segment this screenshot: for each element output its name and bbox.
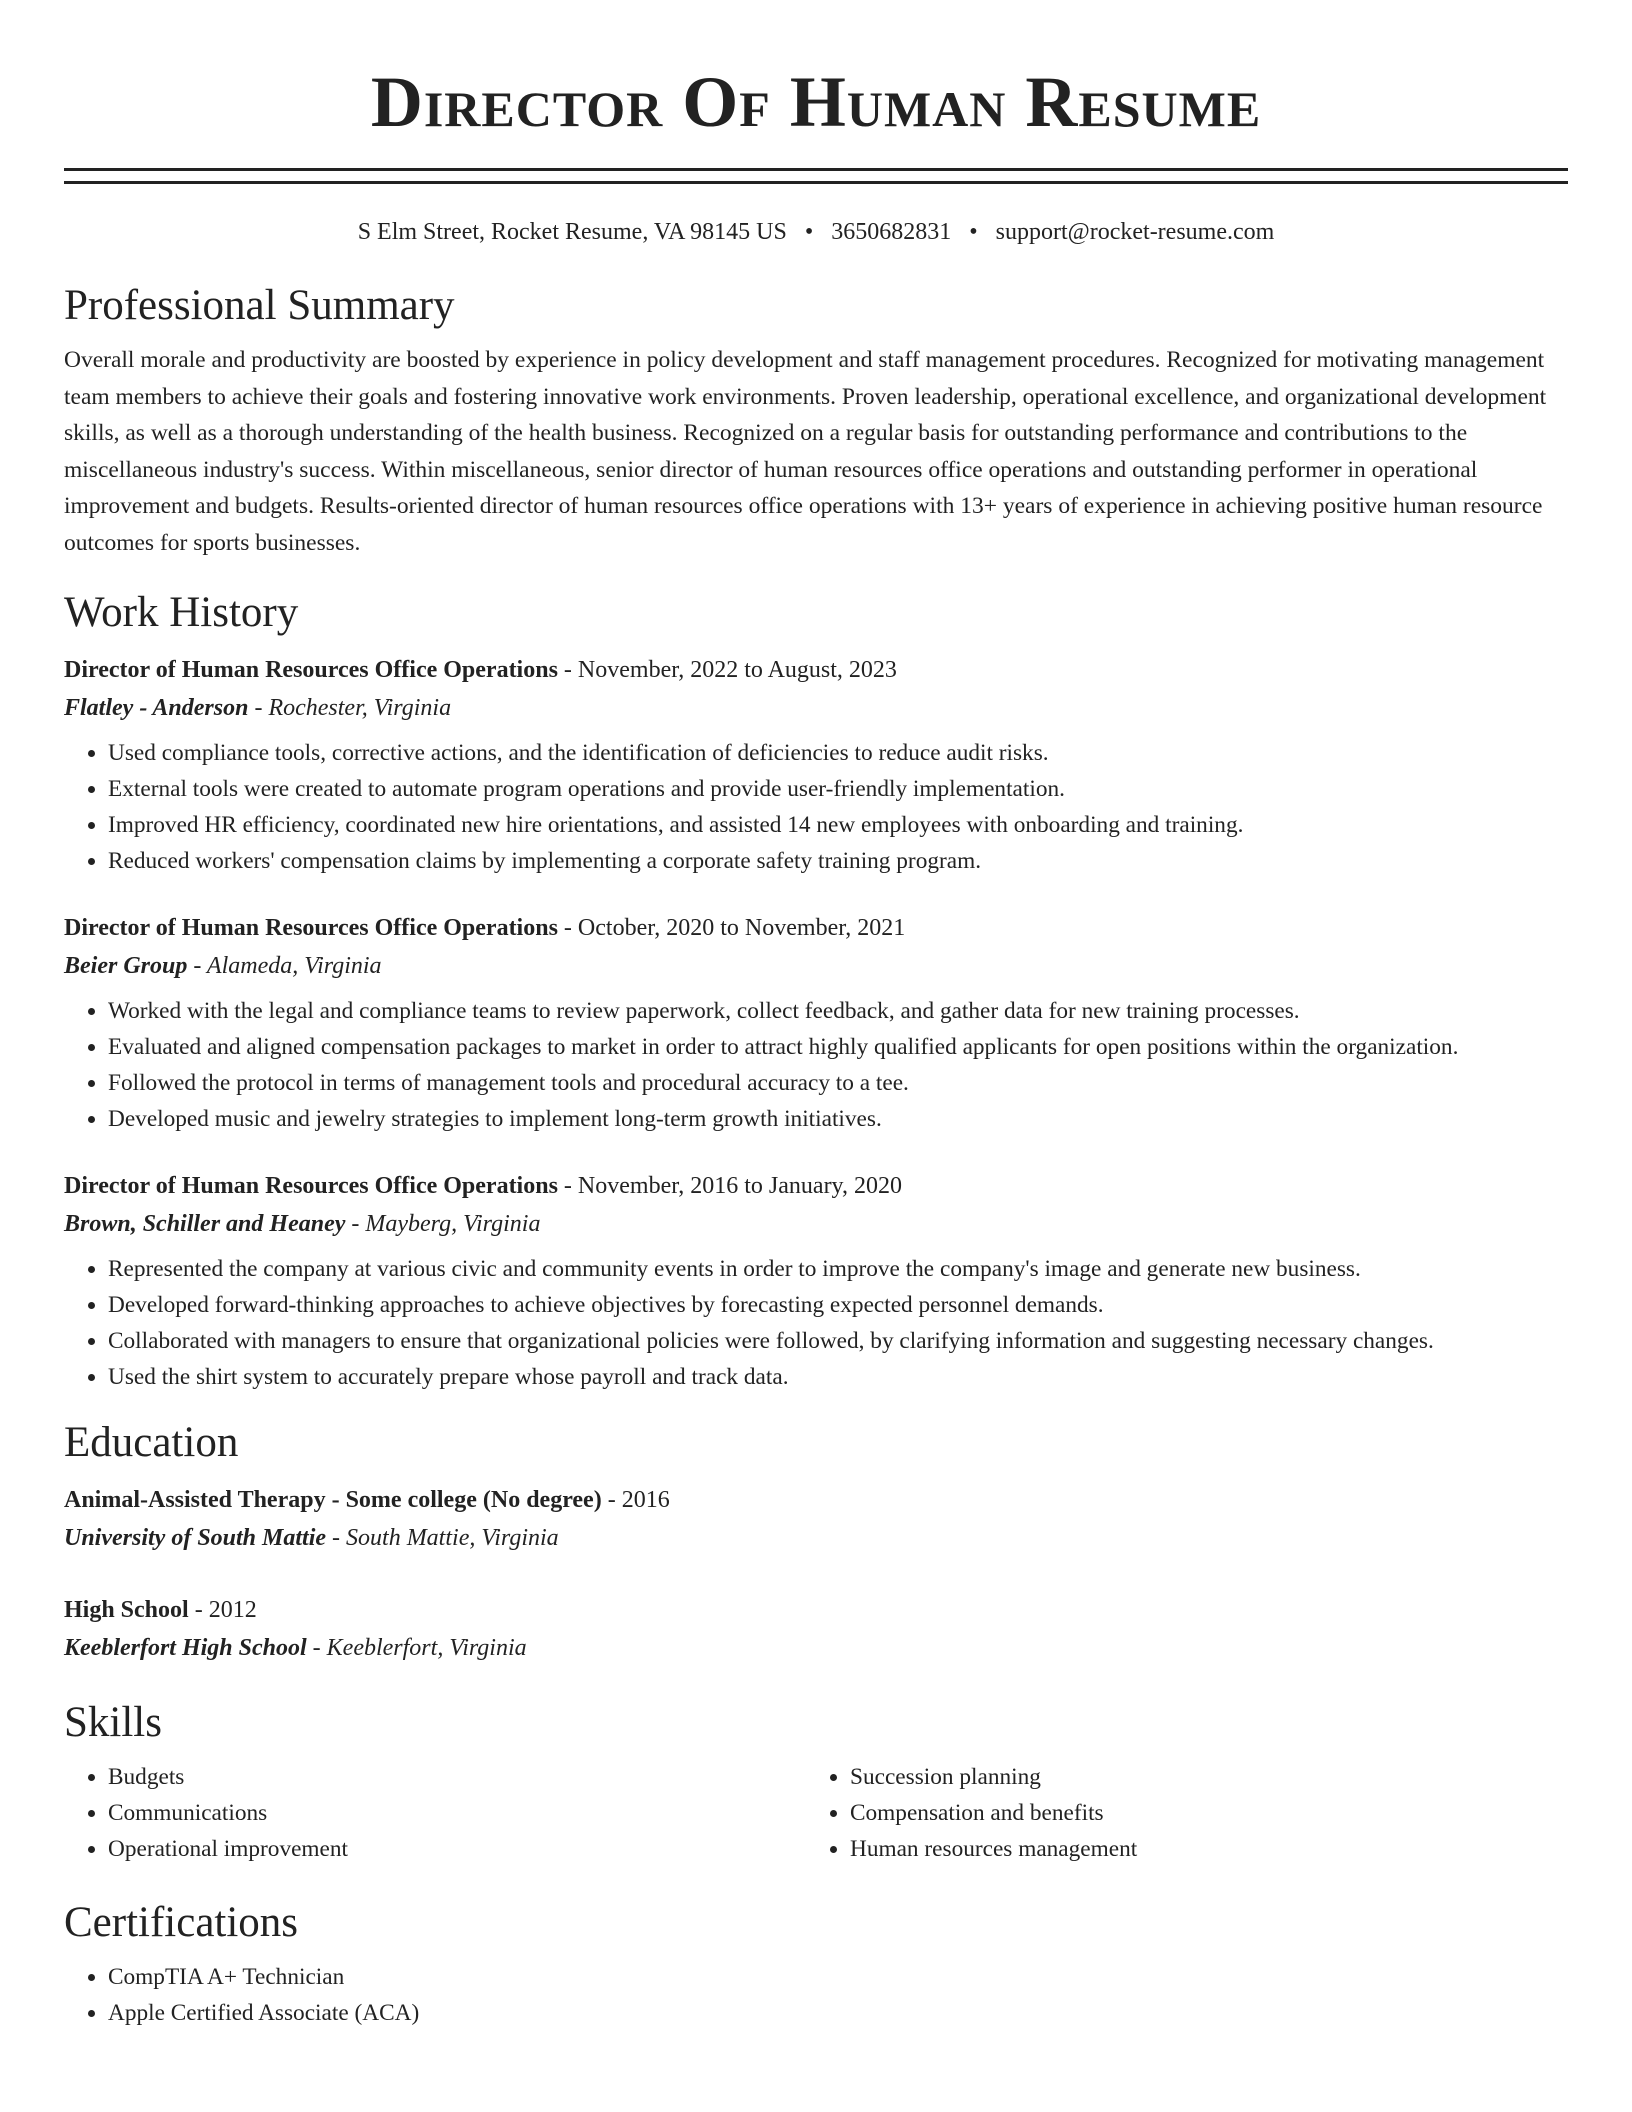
education-school: University of South Mattie xyxy=(64,1525,327,1551)
list-item: • Followed the protocol in terms of management tools and procedural accuracy to a tee. xyxy=(108,1065,1568,1101)
contact-line xyxy=(64,216,1568,248)
job-location: - Mayberg, Virginia xyxy=(345,1211,541,1237)
certifications-section xyxy=(64,1897,1568,2031)
skill-item: • Succession planning xyxy=(850,1759,1548,1795)
job-company-line xyxy=(64,689,1568,727)
list-item: • Developed music and jewelry strategies to implement long-term growth initiatives. xyxy=(108,1101,1568,1137)
list-item: • Collaborated with managers to ensure that organizational policies were followed, by clarifying information and suggesting necessary changes. xyxy=(108,1323,1568,1359)
job-location: - Alameda, Virginia xyxy=(187,953,382,979)
job-title: Director of Human Resources Office Operations xyxy=(64,657,558,683)
education-school-line xyxy=(64,1629,1568,1667)
skills-heading: Skills xyxy=(64,1699,162,1746)
contact-email: support@rocket-resume.com xyxy=(995,219,1275,245)
summary-heading: Professional Summary xyxy=(64,282,455,329)
job-company: Beier Group xyxy=(64,953,188,979)
skill-item: • Human resources management xyxy=(850,1831,1548,1867)
education-heading: Education xyxy=(64,1419,239,1466)
job-dates: - November, 2022 to August, 2023 xyxy=(557,657,897,683)
job-entry xyxy=(64,651,1568,879)
summary-text: Overall morale and productivity are boosted by experience in policy development and staff management procedures. Recognized for motivating management team members to achieve their goals and fostering innovative work environments. Proven leadership, operational excellence, and organizational development skills, as well as a thorough understanding of the health business. Recognized on a regular basis for outstanding performance and contributions to the miscellaneous industry's success. Within miscellaneous, senior director of human resources office operations and outstanding performer in operational improvement and budgets. Results-oriented director of human resources office operations with 13+ years of experience in achieving positive human resource outcomes for sports businesses. xyxy=(64,347,1547,556)
job-company: Brown, Schiller and Heaney xyxy=(64,1211,346,1237)
summary-section xyxy=(64,280,1568,561)
skills-column-right xyxy=(806,1759,1548,1867)
job-bullets xyxy=(64,1251,1568,1395)
list-item: • Represented the company at various civic and community events in order to improve the company's image and generate new business. xyxy=(108,1251,1568,1287)
education-degree-line xyxy=(64,1591,1568,1629)
contact-separator: • xyxy=(804,219,814,245)
contact-address: S Elm Street, Rocket Resume, VA 98145 US xyxy=(357,219,787,245)
education-school-line xyxy=(64,1519,1568,1557)
education-year: - 2012 xyxy=(188,1597,257,1623)
certifications-heading: Certifications xyxy=(64,1899,299,1946)
education-degree: Animal-Assisted Therapy - Some college (No degree) xyxy=(64,1487,602,1513)
job-dates: - October, 2020 to November, 2021 xyxy=(557,915,906,941)
job-entry xyxy=(64,909,1568,1137)
list-item: • Used compliance tools, corrective actions, and the identification of deficiencies to reduce audit risks. xyxy=(108,735,1568,771)
list-item: • Developed forward-thinking approaches to achieve objectives by forecasting expected personnel demands. xyxy=(108,1287,1568,1323)
certification-item: • Apple Certified Associate (ACA) xyxy=(108,1995,1568,2031)
title-double-rule xyxy=(64,168,1568,184)
education-year: - 2016 xyxy=(601,1487,670,1513)
skill-item: • Communications xyxy=(108,1795,806,1831)
education-location: - South Mattie, Virginia xyxy=(326,1525,559,1551)
skill-item: • Operational improvement xyxy=(108,1831,806,1867)
job-entry xyxy=(64,1167,1568,1395)
job-company-line xyxy=(64,947,1568,985)
resume-title: Director Of Human Resume xyxy=(370,62,1262,142)
work-history-section xyxy=(64,587,1568,1395)
job-title: Director of Human Resources Office Operations xyxy=(64,915,558,941)
skills-list-right xyxy=(806,1759,1548,1867)
education-degree-line xyxy=(64,1481,1568,1519)
job-company-line xyxy=(64,1205,1568,1243)
job-bullets xyxy=(64,735,1568,879)
list-item: • Reduced workers' compensation claims by implementing a corporate safety training program. xyxy=(108,843,1568,879)
skills-list-left xyxy=(64,1759,806,1867)
work-history-heading: Work History xyxy=(64,589,299,636)
job-title-line xyxy=(64,909,1568,947)
skills-column-left xyxy=(64,1759,806,1867)
list-item: • Worked with the legal and compliance teams to review paperwork, collect feedback, and gather data for new training processes. xyxy=(108,993,1568,1029)
education-degree: High School xyxy=(64,1597,189,1623)
education-entry xyxy=(64,1481,1568,1557)
job-title-line xyxy=(64,651,1568,689)
contact-phone: 3650682831 xyxy=(831,219,952,245)
certification-item: • CompTIA A+ Technician xyxy=(108,1959,1568,1995)
education-entry xyxy=(64,1591,1568,1667)
resume-page xyxy=(64,0,1568,2031)
list-item: • Improved HR efficiency, coordinated new hire orientations, and assisted 14 new employees with onboarding and training. xyxy=(108,807,1568,843)
job-dates: - November, 2016 to January, 2020 xyxy=(557,1173,902,1199)
skill-item: • Compensation and benefits xyxy=(850,1795,1548,1831)
skills-section xyxy=(64,1697,1568,1867)
skills-grid xyxy=(64,1759,1568,1867)
job-company: Flatley - Anderson xyxy=(64,695,249,721)
list-item: • External tools were created to automate program operations and provide user-friendly implementation. xyxy=(108,771,1568,807)
education-location: - Keeblerfort, Virginia xyxy=(306,1635,527,1661)
certifications-list xyxy=(64,1959,1568,2031)
contact-separator: • xyxy=(969,219,978,245)
education-section xyxy=(64,1417,1568,1667)
list-item: • Evaluated and aligned compensation packages to market in order to attract highly qualified applicants for open positions within the organization. xyxy=(108,1029,1568,1065)
education-school: Keeblerfort High School xyxy=(64,1635,307,1661)
job-bullets xyxy=(64,993,1568,1137)
job-title: Director of Human Resources Office Operations xyxy=(64,1173,558,1199)
skill-item: • Budgets xyxy=(108,1759,806,1795)
job-location: - Rochester, Virginia xyxy=(248,695,452,721)
job-title-line xyxy=(64,1167,1568,1205)
list-item: • Used the shirt system to accurately prepare whose payroll and track data. xyxy=(108,1359,1568,1395)
